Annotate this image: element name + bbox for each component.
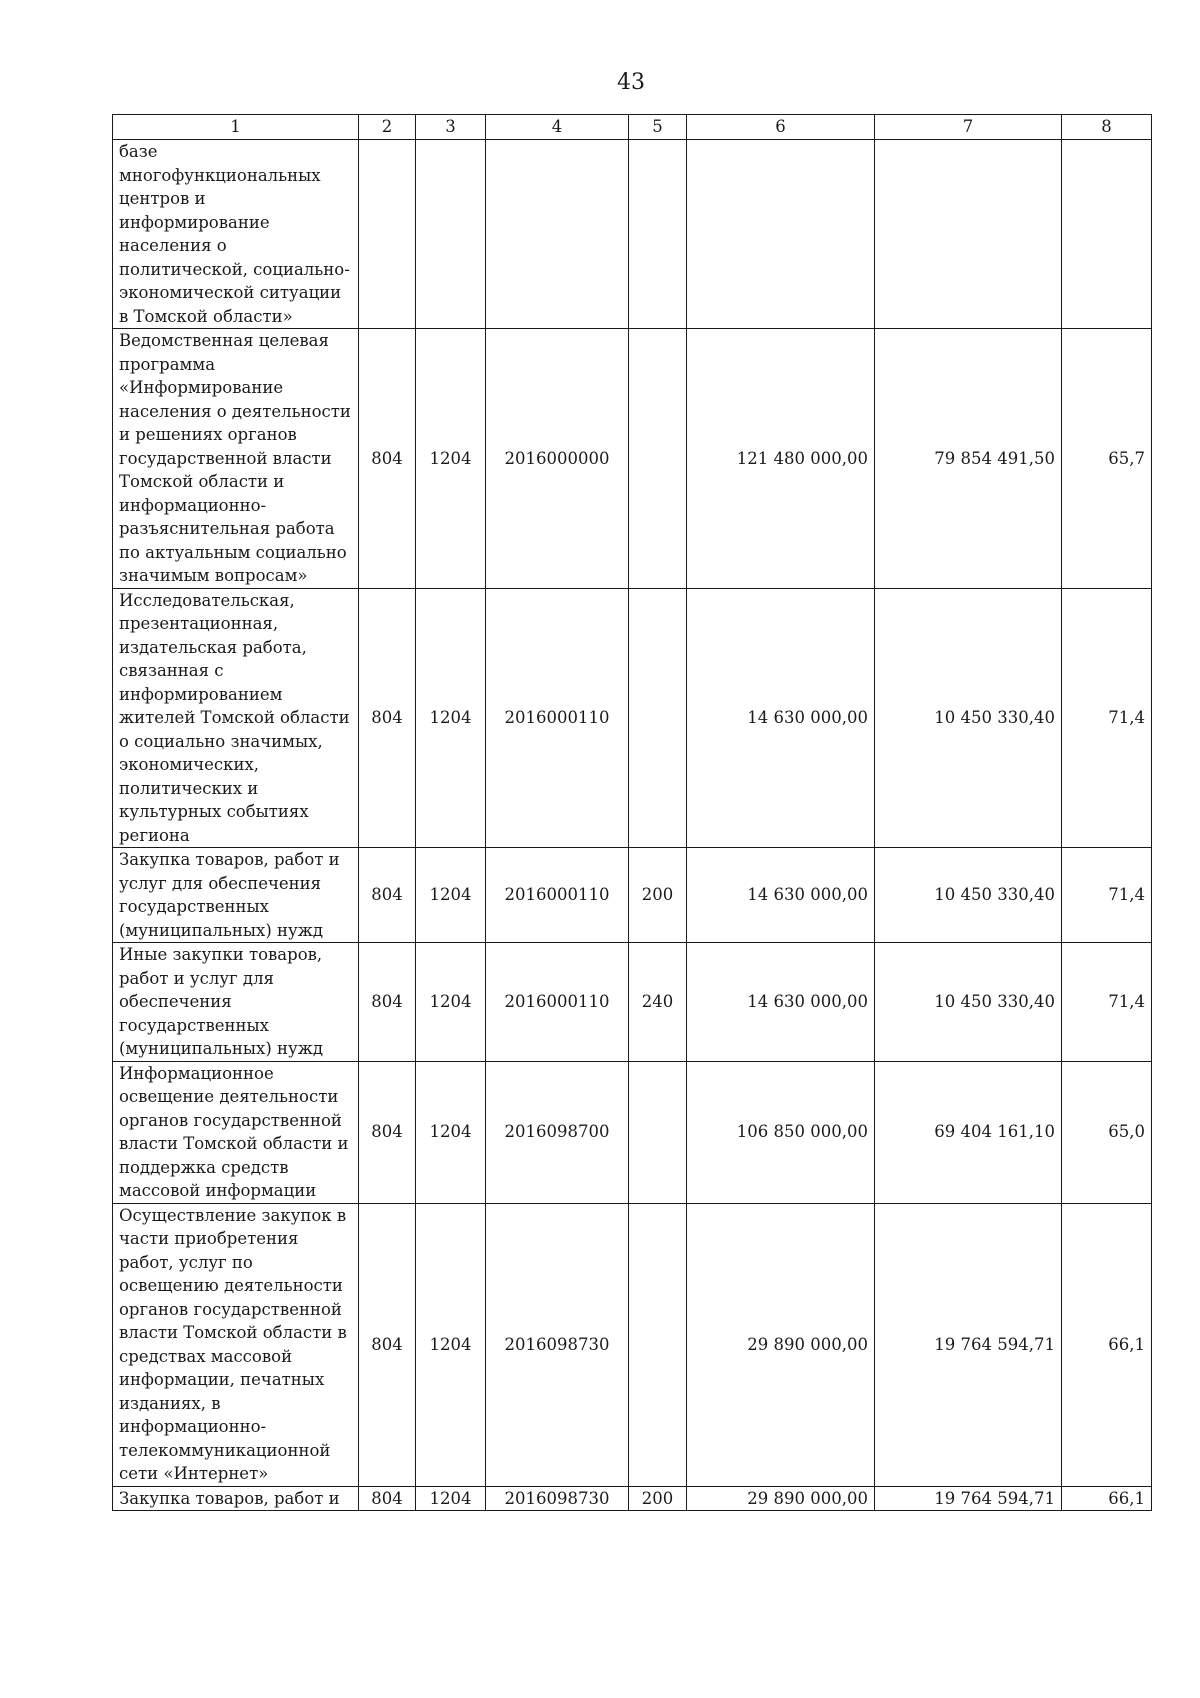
table-row — [113, 140, 1152, 329]
table-row — [113, 1061, 1152, 1203]
table-row — [113, 848, 1152, 943]
row-col-3: 1204 — [416, 1486, 486, 1511]
page-number: 43 — [617, 70, 645, 95]
row-col-7: 10 450 330,40 — [875, 848, 1062, 943]
row-col-3: 1204 — [416, 1203, 486, 1486]
row-col-5: 240 — [629, 943, 687, 1062]
row-col-4: 2016098730 — [486, 1203, 629, 1486]
row-name: Исследовательская, презентационная, издательская работа, связанная с информированием жителей Томской области о социально значимых, экономических, политических и культурных событиях региона — [113, 588, 359, 848]
row-col-8: 66,1 — [1062, 1203, 1152, 1486]
column-header-2: 2 — [359, 115, 416, 140]
row-col-5: 200 — [629, 848, 687, 943]
row-name: базе многофункциональных центров и информирование населения о политической, социально-экономической ситуации в Томской области» — [113, 140, 359, 329]
row-col-7: 19 764 594,71 — [875, 1486, 1062, 1511]
row-col-2: 804 — [359, 1061, 416, 1203]
row-col-4: 2016000110 — [486, 588, 629, 848]
row-name: Ведомственная целевая программа «Информирование населения о деятельности и решениях органов государственной власти Томской области и информационно-разъяснительная работа по актуальным социально значимым вопросам» — [113, 329, 359, 589]
header-row — [113, 115, 1152, 140]
row-col-7: 79 854 491,50 — [875, 329, 1062, 589]
row-name: Иные закупки товаров, работ и услуг для обеспечения государственных (муниципальных) нужд — [113, 943, 359, 1062]
row-col-7 — [875, 140, 1062, 329]
row-name: Информационное освещение деятельности органов государственной власти Томской области и поддержка средств массовой информации — [113, 1061, 359, 1203]
row-name: Закупка товаров, работ и — [113, 1486, 359, 1511]
row-col-2: 804 — [359, 848, 416, 943]
row-col-6: 106 850 000,00 — [687, 1061, 875, 1203]
row-col-6 — [687, 140, 875, 329]
row-col-2: 804 — [359, 943, 416, 1062]
row-col-6: 29 890 000,00 — [687, 1203, 875, 1486]
row-col-8: 65,0 — [1062, 1061, 1152, 1203]
row-col-3: 1204 — [416, 588, 486, 848]
row-col-5 — [629, 1203, 687, 1486]
row-col-5 — [629, 140, 687, 329]
row-col-3: 1204 — [416, 329, 486, 589]
column-header-3: 3 — [416, 115, 486, 140]
column-header-7: 7 — [875, 115, 1062, 140]
row-col-8: 66,1 — [1062, 1486, 1152, 1511]
row-col-7: 69 404 161,10 — [875, 1061, 1062, 1203]
budget-table — [112, 114, 1152, 1511]
row-col-6: 14 630 000,00 — [687, 588, 875, 848]
row-col-3 — [416, 140, 486, 329]
row-col-4: 2016098700 — [486, 1061, 629, 1203]
row-col-7: 10 450 330,40 — [875, 943, 1062, 1062]
row-col-3: 1204 — [416, 1061, 486, 1203]
row-col-6: 29 890 000,00 — [687, 1486, 875, 1511]
row-col-6: 14 630 000,00 — [687, 943, 875, 1062]
row-col-8 — [1062, 140, 1152, 329]
row-col-2: 804 — [359, 1203, 416, 1486]
column-header-5: 5 — [629, 115, 687, 140]
row-name: Закупка товаров, работ и услуг для обеспечения государственных (муниципальных) нужд — [113, 848, 359, 943]
row-col-8: 71,4 — [1062, 848, 1152, 943]
row-name: Осуществление закупок в части приобретения работ, услуг по освещению деятельности органов государственной власти Томской области в средствах массовой информации, печатных изданиях, в информационно-телекоммуникационной сети «Интернет» — [113, 1203, 359, 1486]
row-col-7: 19 764 594,71 — [875, 1203, 1062, 1486]
row-col-5 — [629, 1061, 687, 1203]
column-header-1: 1 — [113, 115, 359, 140]
row-col-2: 804 — [359, 1486, 416, 1511]
table-row — [113, 1203, 1152, 1486]
row-col-5 — [629, 588, 687, 848]
row-col-8: 71,4 — [1062, 588, 1152, 848]
column-header-8: 8 — [1062, 115, 1152, 140]
row-col-5: 200 — [629, 1486, 687, 1511]
column-header-4: 4 — [486, 115, 629, 140]
row-col-8: 71,4 — [1062, 943, 1152, 1062]
table-row — [113, 1486, 1152, 1511]
table-row — [113, 588, 1152, 848]
row-col-4: 2016098730 — [486, 1486, 629, 1511]
row-col-2: 804 — [359, 588, 416, 848]
row-col-4: 2016000000 — [486, 329, 629, 589]
row-col-4: 2016000110 — [486, 848, 629, 943]
table-row — [113, 943, 1152, 1062]
row-col-2: 804 — [359, 329, 416, 589]
row-col-8: 65,7 — [1062, 329, 1152, 589]
row-col-4: 2016000110 — [486, 943, 629, 1062]
column-header-6: 6 — [687, 115, 875, 140]
row-col-7: 10 450 330,40 — [875, 588, 1062, 848]
row-col-3: 1204 — [416, 848, 486, 943]
row-col-6: 14 630 000,00 — [687, 848, 875, 943]
row-col-4 — [486, 140, 629, 329]
row-col-3: 1204 — [416, 943, 486, 1062]
row-col-2 — [359, 140, 416, 329]
row-col-5 — [629, 329, 687, 589]
row-col-6: 121 480 000,00 — [687, 329, 875, 589]
table-row — [113, 329, 1152, 589]
